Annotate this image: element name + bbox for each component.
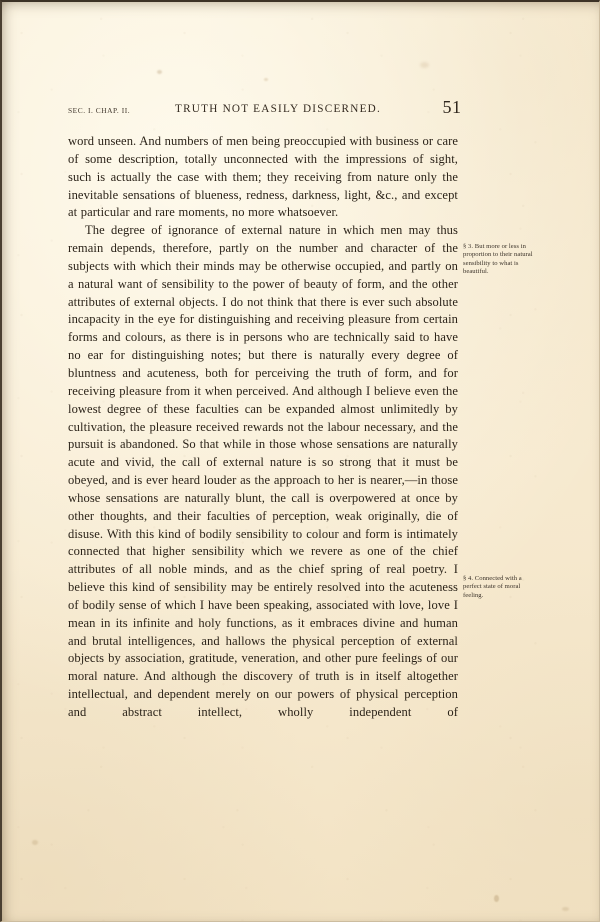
running-head-section: SEC. I. CHAP. II. [68,106,131,115]
foxing-spot [264,78,268,81]
foxing-spot [562,907,569,911]
paragraph: The degree of ignorance of external nature in which men may thus remain depends, therefore, partly on the number and character of the subjects with which their minds may be otherwise occupied, and partly on a natural want of sensibility to the power of beauty of form, and the other attributes of external objects. I do not think that there is ever such absolute incapacity in the eye for distinguishing and receiving pleasure from certain forms and colours, as there is in persons who are technically said to have no ear for distinguishing notes; but there is naturally every degree of bluntness and acuteness, both for perceiving the truth of form, and for receiving pleasure from it when perceived. And although I believe even the lowest degree of these faculties can be expanded almost unlimitedly by cultivation, the pleasure received rewards not the labour necessary, and the pursuit is abandoned. So that while in those whose sensations are naturally acute and vivid, the call of external nature is so strong that it must be obeyed, and is ever heard louder as the approach to her is nearer,—in those whose sensations are naturally blunt, the call is overpowered at once by other thoughts, and their faculties of perception, weak originally, die of disuse. With this kind of bodily sensibility to colour and form is intimately connected that higher sensibility which we revere as one of the chief attributes of all noble minds, and as the chief spring of real poetry. I believe this kind of sensibility may be entirely resolved into the acuteness of bodily sense of which I have been speaking, associated with love, love I mean in its infinite and holy functions, as it embraces divine and human and brutal intelligences, and hallows the physical perception of external objects by association, gratitude, veneration, and other pure feelings of our moral nature. And although the discovery of truth is in itself altogether intellectual, and dependent merely on our powers of physical perception and abstract intellect, wholly independent of [68,223,458,719]
foxing-spot [494,895,499,902]
margin-note-section-3: § 3. But more or less in proportion to their natural sensibility to what is beautiful. [463,243,533,276]
foxing-spot [32,840,38,845]
foxing-spot [157,70,162,74]
running-head-title: TRUTH NOT EASILY DISCERNED. [175,103,382,115]
margin-note-section-4: § 4. Connected with a perfect state of moral feeling. [463,575,522,599]
running-head [68,97,542,124]
page-number: 51 [442,97,462,117]
paragraph: word unseen. And numbers of men being preoccupied with business or care of some description, totally unconnected with the impressions of sight, such is actually the case with them; they receiving from nature only the inevitable sensations of blueness, redness, darkness, light, &c., and except at particular and rare moments, no more whatsoever. [68,134,458,220]
body-text-column [68,133,458,722]
foxing-spot [420,62,429,68]
